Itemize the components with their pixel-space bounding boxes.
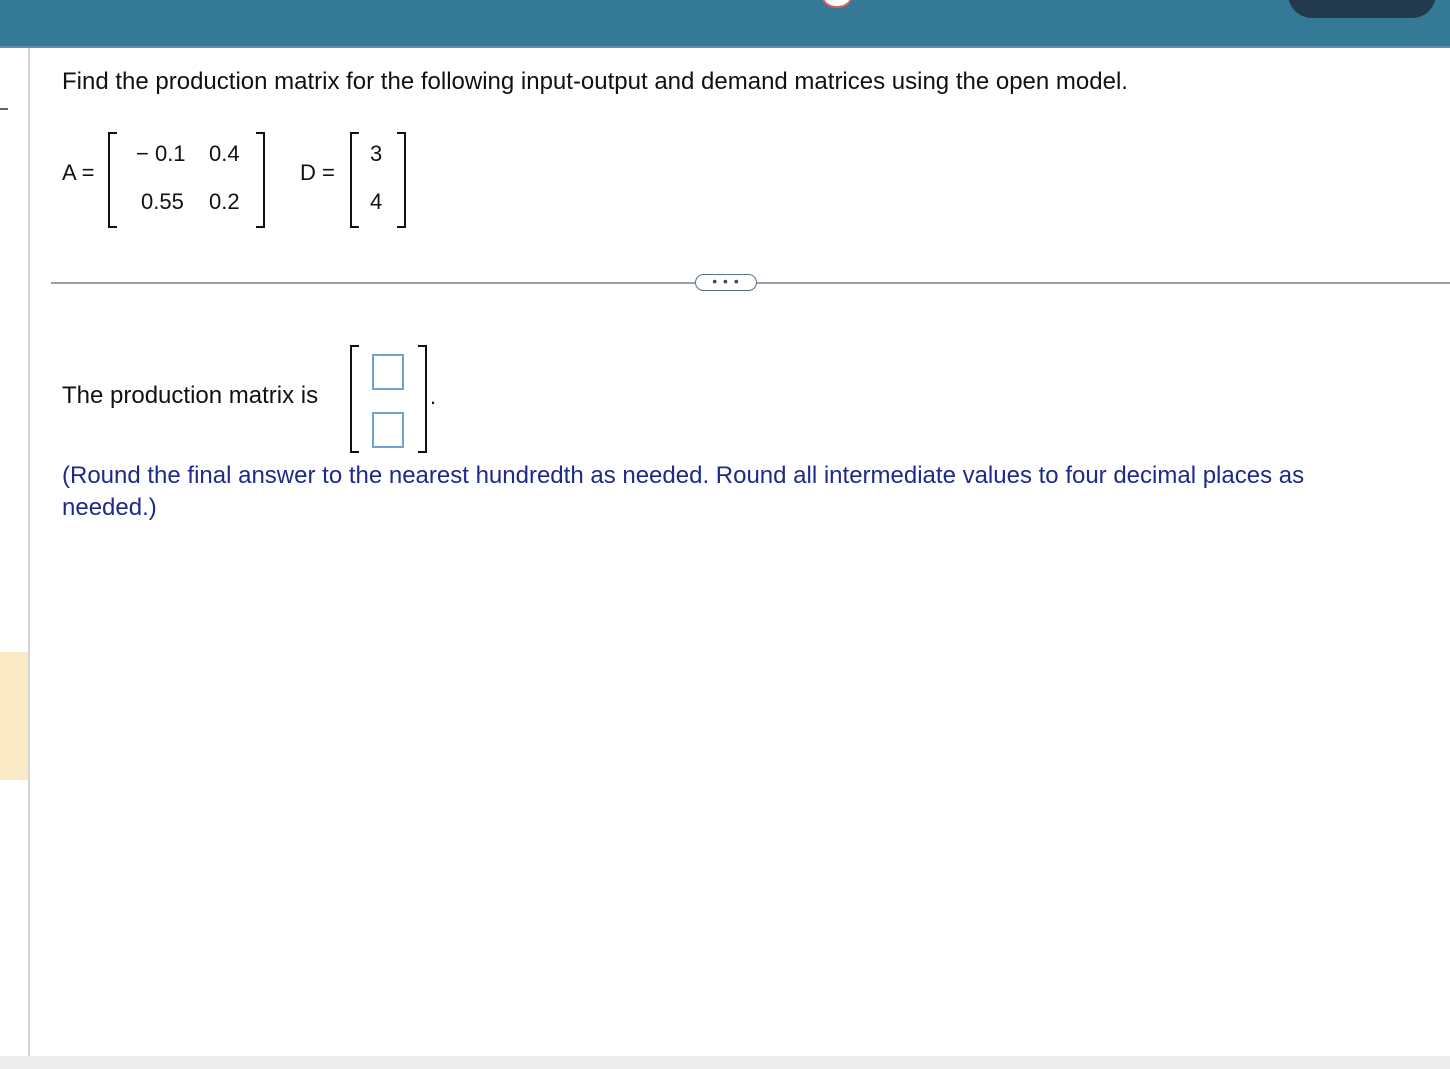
question-text: Find the production matrix for the following input-output and demand matrices using the open model. [62,68,1128,95]
matrix-a-right-bracket [256,132,265,228]
matrix-a-cell: − 0.1 [136,141,186,166]
matrix-d-right-bracket [397,132,406,228]
matrix-a-left-bracket [108,132,117,228]
left-panel-border [28,48,30,1056]
matrix-d-left-bracket [350,132,359,228]
matrix-d-label: D = [300,160,335,185]
header-action-button[interactable] [1288,0,1436,18]
left-highlight-tab[interactable] [0,652,28,780]
left-marker [0,108,8,110]
answer-period: . [430,384,437,409]
bottom-bar [0,1056,1450,1069]
answer-input-row-2[interactable] [372,412,404,448]
rounding-instructions: (Round the final answer to the nearest hundredth as needed. Round all intermediate values to four decimal places as needed.) [62,462,1305,521]
answer-right-bracket [418,345,427,453]
more-options-button[interactable]: • • • [695,274,757,291]
matrix-a-cell: 0.4 [209,141,240,166]
matrix-d-cell: 4 [370,189,383,214]
answer-label: The production matrix is [62,382,319,409]
answer-left-bracket [350,345,359,453]
matrix-d-cell: 3 [370,141,383,166]
answer-input-row-1[interactable] [372,354,404,390]
matrix-a-cell: 0.2 [209,189,240,214]
matrix-a-cell: 0.55 [141,189,184,214]
status-indicator-icon [822,0,852,8]
top-header-bar [0,0,1450,48]
matrix-a-label: A = [62,160,95,185]
